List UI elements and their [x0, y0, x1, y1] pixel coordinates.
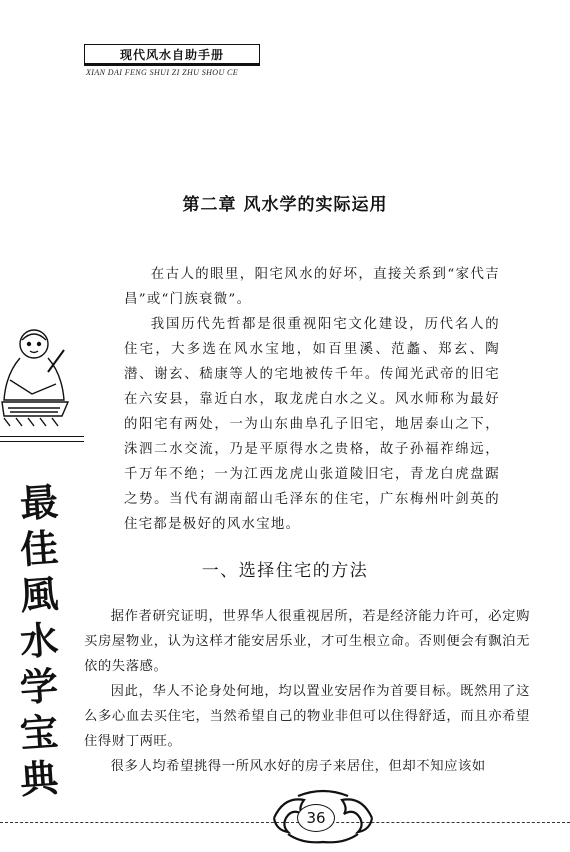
- side-title-char: 佳: [18, 524, 60, 573]
- header-title: 现代风水自助手册: [119, 47, 224, 62]
- header-subtitle: XIAN DAI FENG SHUI ZI ZHU SHOU CE: [86, 68, 239, 77]
- chapter-title: 第二章 风水学的实际运用: [182, 195, 388, 215]
- side-title-char: 水: [18, 616, 60, 665]
- header-title-box: [84, 44, 260, 64]
- side-title-char: 学: [18, 662, 60, 711]
- side-title-char: 典: [18, 754, 60, 803]
- side-title-char: 風: [18, 570, 60, 619]
- side-calligraphy-title: [14, 480, 64, 802]
- page-number: 36: [297, 804, 335, 832]
- side-title-char: 宝: [18, 708, 60, 757]
- body-text: [84, 604, 530, 779]
- side-divider: [0, 441, 84, 442]
- body-paragraph: 很多人均希望挑得一所风水好的房子来居住，但却不知应该如: [110, 759, 486, 774]
- section-heading: 一、选择住宅的方法: [201, 561, 369, 581]
- intro-paragraph: 在古人的眼里，阳宅风水的好坏，直接关系到“家代吉昌”或“门族衰微”。: [124, 267, 500, 307]
- side-title-char: 最: [18, 478, 60, 527]
- intro-text: [124, 262, 500, 537]
- header-rule: [84, 64, 260, 66]
- scholar-writing-illustration-icon: [0, 318, 74, 430]
- body-paragraph: 据作者研究证明，世界华人很重视居所，若是经济能力许可，必定购买房屋物业，认为这样才能安居乐业，才可生根立命。否则便会有飘泊无依的失落感。: [84, 609, 530, 674]
- side-divider: [0, 436, 84, 437]
- intro-paragraph: 我国历代先哲都是很重视阳宅文化建设，历代名人的住宅，大多选在风水宝地，如百里溪、范蠡、郑玄、陶潜、谢玄、嵇康等人的宅地被传千年。传闻光武帝的旧宅在六安县，靠近白水，取龙虎白水之义。风水师称为最好的阳宅有两处，一为山东曲阜孔子旧宅，地居泰山之下，洙泗二水交流，乃是平原得水之贵格，故子孙福祚绵远，千万年不绝；一为江西龙虎山张道陵旧宅，青龙白虎盘踞之势。当代有湖南韶山毛泽东的住宅，广东梅州叶剑英的住宅都是极好的风水宝地。: [124, 317, 500, 532]
- body-paragraph: 因此，华人不论身处何地，均以置业安居作为首要目标。既然用了这么多心血去买住宅，当然希望自己的物业非但可以住得舒适，而且亦希望住得财丁两旺。: [84, 684, 530, 749]
